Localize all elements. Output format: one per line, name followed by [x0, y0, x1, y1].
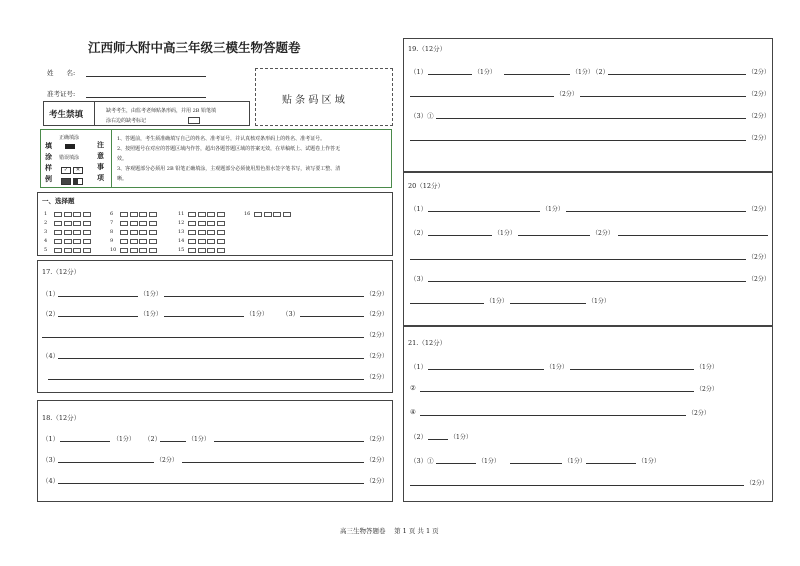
q19-score: （2分） [748, 69, 770, 76]
q20-score: （2分） [748, 206, 770, 213]
choice-bubble-d[interactable] [217, 212, 225, 217]
choice-number: 5 [44, 247, 48, 253]
q21-answer-1b[interactable] [570, 369, 694, 370]
note-line: 1、答题前，考生须准确填写自己的姓名、准考证号，并认真核对条形码上的姓名、准考证号。 [117, 136, 326, 142]
q18-sub3: （3） [42, 456, 60, 464]
note-line: 2、按照题号在对应的答题区域内作答，超出各题答题区域的答案无效，在草稿纸上、试题卷上作答无 [117, 146, 341, 152]
q21-answer-6a[interactable] [436, 463, 476, 464]
choice-bubble-d[interactable] [83, 212, 91, 217]
choice-bubble-a[interactable] [120, 221, 128, 226]
choice-bubble-c[interactable] [207, 212, 215, 217]
choice-row [44, 238, 92, 244]
q20-answer-3b[interactable] [410, 303, 484, 304]
choice-number: 13 [178, 229, 185, 235]
q18-score: （2分） [366, 478, 388, 485]
choice-row [178, 211, 226, 217]
choice-bubble-c[interactable] [73, 221, 81, 226]
choice-bubble-d[interactable] [217, 221, 225, 226]
q19-answer-1b[interactable] [504, 74, 570, 75]
choice-bubble-c[interactable] [139, 239, 147, 244]
choice-title: 一、选择题 [42, 197, 75, 205]
q20-score: （1分） [494, 230, 516, 237]
choice-bubble-a[interactable] [54, 230, 62, 235]
q21-score: （1分） [478, 458, 500, 465]
q21-score: （1分） [564, 458, 586, 465]
q21-answer-1a[interactable] [428, 369, 544, 370]
choice-number: 11 [178, 211, 185, 217]
forbidden-note: 缺考考生，由监考老师贴条形码，并用 2B 铅笔填 [106, 108, 217, 114]
q18-sub4: （4） [42, 477, 60, 485]
page-title: 江西师大附中高三年级三模生物答题卷 [88, 40, 301, 55]
choice-bubble-b[interactable] [198, 239, 206, 244]
choice-bubble-c[interactable] [73, 239, 81, 244]
q21-answer-5[interactable] [428, 439, 448, 440]
choice-bubble-a[interactable] [54, 212, 62, 217]
q20-score: （1分） [588, 298, 610, 305]
choice-bubble-a[interactable] [254, 212, 262, 217]
fill-example-label: 填 涂 样 例 [45, 141, 52, 183]
q18-answer-2b[interactable] [214, 441, 364, 442]
choice-number: 4 [44, 238, 48, 244]
choice-bubble-b[interactable] [130, 248, 138, 253]
choice-bubble-b[interactable] [130, 230, 138, 235]
q21-score: （1分） [450, 434, 472, 441]
page-footer: 高三生物答题卷 第 1 页 共 1 页 [340, 527, 439, 535]
q21-score: （1分） [696, 364, 718, 371]
choice-bubble-c[interactable] [139, 221, 147, 226]
choice-number: 10 [110, 247, 117, 253]
q20-score: （2分） [748, 276, 770, 283]
q17-score: （2分） [366, 291, 388, 298]
q21-answer-2[interactable] [420, 391, 694, 392]
q17-sub4: （4） [42, 352, 60, 360]
choice-bubble-a[interactable] [54, 239, 62, 244]
exam-id-field[interactable] [86, 97, 206, 98]
choice-bubble-d[interactable] [217, 239, 225, 244]
choice-number: 16 [244, 211, 251, 217]
q17-score: （2分） [366, 374, 388, 381]
choice-bubble-d[interactable] [83, 230, 91, 235]
q21-score: （2分） [746, 480, 768, 487]
q19-title: 19.（12分） [408, 45, 447, 53]
choice-bubble-c[interactable] [139, 248, 147, 253]
note-line: 晰。 [117, 176, 128, 182]
notes-vertical-label: 注 意 事 项 [97, 140, 104, 182]
q18-sub2: （2） [144, 435, 162, 443]
choice-row [110, 211, 158, 217]
q20-score: （1分） [542, 206, 564, 213]
q18-score: （2分） [366, 436, 388, 443]
q17-score: （1分） [140, 311, 162, 318]
q17-answer-1a[interactable] [58, 296, 138, 297]
choice-bubble-b[interactable] [130, 221, 138, 226]
choice-bubble-b[interactable] [198, 221, 206, 226]
q19-score: （2分） [556, 91, 578, 98]
q17-score: （2分） [366, 311, 388, 318]
choice-bubble-d[interactable] [217, 230, 225, 235]
choice-number: 9 [110, 238, 114, 244]
q21-score: （2分） [688, 410, 710, 417]
choice-bubble-c[interactable] [139, 230, 147, 235]
choice-bubble-d[interactable] [149, 212, 157, 217]
q18-answer-3a[interactable] [58, 462, 154, 463]
note-line: 效。 [117, 156, 128, 162]
choice-bubble-a[interactable] [54, 221, 62, 226]
choice-row [44, 220, 92, 226]
q19-score: （2分） [748, 135, 770, 142]
choice-bubble-a[interactable] [188, 248, 196, 253]
q17-answer-2a[interactable] [58, 316, 138, 317]
choice-bubble-d[interactable] [83, 221, 91, 226]
choice-row [244, 211, 292, 217]
q21-sub3: （3）① [410, 457, 434, 465]
q20-answer-1a[interactable] [428, 211, 540, 212]
q19-score: （2分） [748, 91, 770, 98]
q17-answer-1b[interactable] [164, 296, 364, 297]
choice-bubble-c[interactable] [207, 248, 215, 253]
q20-score: （1分） [486, 298, 508, 305]
q21-answer-6b[interactable] [510, 463, 562, 464]
choice-bubble-a[interactable] [120, 248, 128, 253]
q21-section [403, 326, 773, 502]
q21-sub1: （1） [410, 363, 428, 371]
choice-number: 2 [44, 220, 48, 226]
q20-score: （2分） [748, 254, 770, 261]
barcode-area-label: 贴 条 码 区 域 [282, 95, 345, 106]
choice-bubble-a[interactable] [188, 221, 196, 226]
choice-bubble-b[interactable] [198, 212, 206, 217]
q20-answer-2b[interactable] [518, 235, 590, 236]
choice-bubble-c[interactable] [139, 212, 147, 217]
choice-bubble-b[interactable] [64, 221, 72, 226]
name-field[interactable] [86, 76, 206, 77]
choice-section [37, 192, 393, 256]
instructions-box [40, 129, 392, 188]
q18-answer-3b[interactable] [182, 462, 364, 463]
q17-sub2: （2） [42, 310, 60, 318]
q21-circ2: ② [410, 384, 416, 392]
q17-score: （1分） [246, 311, 268, 318]
q17-answer-3b[interactable] [42, 337, 364, 338]
q17-score: （2分） [366, 353, 388, 360]
q20-answer-2c[interactable] [618, 235, 768, 236]
choice-number: 8 [110, 229, 114, 235]
choice-bubble-c[interactable] [73, 248, 81, 253]
choice-number: 3 [44, 229, 48, 235]
name-label: 姓 名: [47, 69, 76, 77]
wrong-fill-label: 错误填涂 [59, 155, 80, 161]
q21-answer-6c[interactable] [586, 463, 636, 464]
forbidden-box [43, 101, 250, 126]
q18-score: （2分） [366, 457, 388, 464]
q17-answer-3a[interactable] [300, 316, 364, 317]
q19-score: （1分） [474, 69, 496, 76]
q19-section [403, 38, 773, 172]
q19-sub1: （1） [410, 68, 428, 76]
choice-bubble-c[interactable] [273, 212, 281, 217]
choice-bubble-a[interactable] [54, 248, 62, 253]
choice-bubble-d[interactable] [149, 239, 157, 244]
q20-answer-2d[interactable] [410, 259, 746, 260]
choice-row [110, 220, 158, 226]
choice-row [110, 247, 158, 253]
q21-score: （2分） [696, 386, 718, 393]
choice-bubble-c[interactable] [73, 230, 81, 235]
choice-bubble-a[interactable] [188, 239, 196, 244]
q19-sub2: （2） [592, 68, 610, 76]
q21-circ4: ④ [410, 408, 416, 416]
choice-row [44, 211, 92, 217]
choice-bubble-b[interactable] [130, 239, 138, 244]
choice-row [44, 229, 92, 235]
q19-answer-2b[interactable] [410, 96, 554, 97]
q20-sub2: （2） [410, 229, 428, 237]
q20-answer-1b[interactable] [566, 211, 746, 212]
choice-row [178, 229, 226, 235]
q19-sub3: （3）① [410, 112, 434, 120]
choice-bubble-c[interactable] [207, 239, 215, 244]
q18-sub1: （1） [42, 435, 60, 443]
q17-score: （2分） [366, 332, 388, 339]
q18-section [37, 400, 393, 502]
q19-answer-2c[interactable] [580, 96, 746, 97]
choice-bubble-d[interactable] [217, 248, 225, 253]
q18-answer-4[interactable] [58, 483, 364, 484]
q18-answer-2a[interactable] [160, 441, 186, 442]
correct-fill-label: 正确填涂 [59, 135, 80, 141]
q19-answer-1a[interactable] [428, 74, 472, 75]
q21-answer-7[interactable] [410, 485, 744, 486]
choice-bubble-b[interactable] [64, 230, 72, 235]
q19-answer-2a[interactable] [608, 74, 746, 75]
choice-bubble-b[interactable] [64, 248, 72, 253]
q21-score: （1分） [638, 458, 660, 465]
q21-answer-4[interactable] [420, 415, 686, 416]
q17-title: 17.（12分） [42, 268, 81, 276]
choice-bubble-b[interactable] [130, 212, 138, 217]
choice-row [178, 238, 226, 244]
choice-number: 14 [178, 238, 185, 244]
q19-answer-3a[interactable] [436, 118, 746, 119]
choice-row [178, 247, 226, 253]
q21-score: （1分） [546, 364, 568, 371]
q21-sub2: （2） [410, 433, 428, 441]
correct-fill-sample [65, 144, 75, 149]
choice-bubble-a[interactable] [188, 230, 196, 235]
q17-score: （1分） [140, 291, 162, 298]
q18-title: 18.（12分） [42, 414, 81, 422]
q20-score: （2分） [592, 230, 614, 237]
choice-row [110, 229, 158, 235]
choice-bubble-c[interactable] [207, 230, 215, 235]
q20-answer-3c[interactable] [510, 303, 586, 304]
choice-bubble-d[interactable] [149, 248, 157, 253]
q18-score: （2分） [156, 457, 178, 464]
barcode-area [255, 68, 393, 126]
q20-answer-2a[interactable] [428, 235, 492, 236]
forbidden-title: 考生禁填 [49, 110, 84, 120]
q17-sub3: （3） [282, 310, 300, 318]
choice-bubble-b[interactable] [64, 239, 72, 244]
choice-bubble-d[interactable] [83, 239, 91, 244]
q18-answer-1[interactable] [60, 441, 110, 442]
choice-bubble-d[interactable] [283, 212, 291, 217]
choice-bubble-b[interactable] [198, 230, 206, 235]
q17-answer-4a[interactable] [58, 358, 364, 359]
choice-bubble-a[interactable] [120, 212, 128, 217]
choice-bubble-a[interactable] [120, 230, 128, 235]
exam-id-label: 准考证号: [47, 90, 76, 98]
q19-answer-3b[interactable] [410, 140, 746, 141]
choice-bubble-c[interactable] [73, 212, 81, 217]
choice-number: 1 [44, 211, 48, 217]
q21-title: 21.（12分） [408, 339, 447, 347]
q20-section [403, 172, 773, 326]
choice-bubble-d[interactable] [149, 221, 157, 226]
q18-score: （1分） [113, 436, 135, 443]
choice-bubble-b[interactable] [198, 248, 206, 253]
choice-row [110, 238, 158, 244]
q17-section [37, 260, 393, 393]
choice-bubble-d[interactable] [149, 230, 157, 235]
choice-bubble-a[interactable] [188, 212, 196, 217]
choice-bubble-b[interactable] [64, 212, 72, 217]
q17-answer-4b[interactable] [48, 379, 364, 380]
choice-number: 6 [110, 211, 114, 217]
absent-mark-box[interactable] [188, 117, 200, 124]
q20-answer-3a[interactable] [428, 281, 746, 282]
choice-row [44, 247, 92, 253]
choice-bubble-c[interactable] [207, 221, 215, 226]
note-line: 3、客观题部分必须用 2B 铅笔正确填涂，主观题部分必须使用黑色墨水签字笔书写，读写要工整、清 [117, 166, 341, 172]
q20-sub1: （1） [410, 205, 428, 213]
q17-answer-2b[interactable] [164, 316, 244, 317]
q20-title: 20（12分） [408, 182, 445, 190]
q19-score: （2分） [748, 113, 770, 120]
choice-number: 7 [110, 220, 114, 226]
choice-bubble-b[interactable] [264, 212, 272, 217]
q20-sub3: （3） [410, 275, 428, 283]
choice-row [178, 220, 226, 226]
q18-score: （1分） [188, 436, 210, 443]
q19-score: （1分） [572, 69, 594, 76]
q17-sub1: （1） [42, 290, 60, 298]
forbidden-note: 涂右边的缺考标记 [106, 118, 147, 124]
wrong-fill-samples-2 [61, 178, 83, 187]
choice-bubble-a[interactable] [120, 239, 128, 244]
choice-number: 12 [178, 220, 185, 226]
choice-bubble-d[interactable] [83, 248, 91, 253]
wrong-fill-samples: ✓ ✕ [61, 166, 83, 174]
choice-number: 15 [178, 247, 185, 253]
